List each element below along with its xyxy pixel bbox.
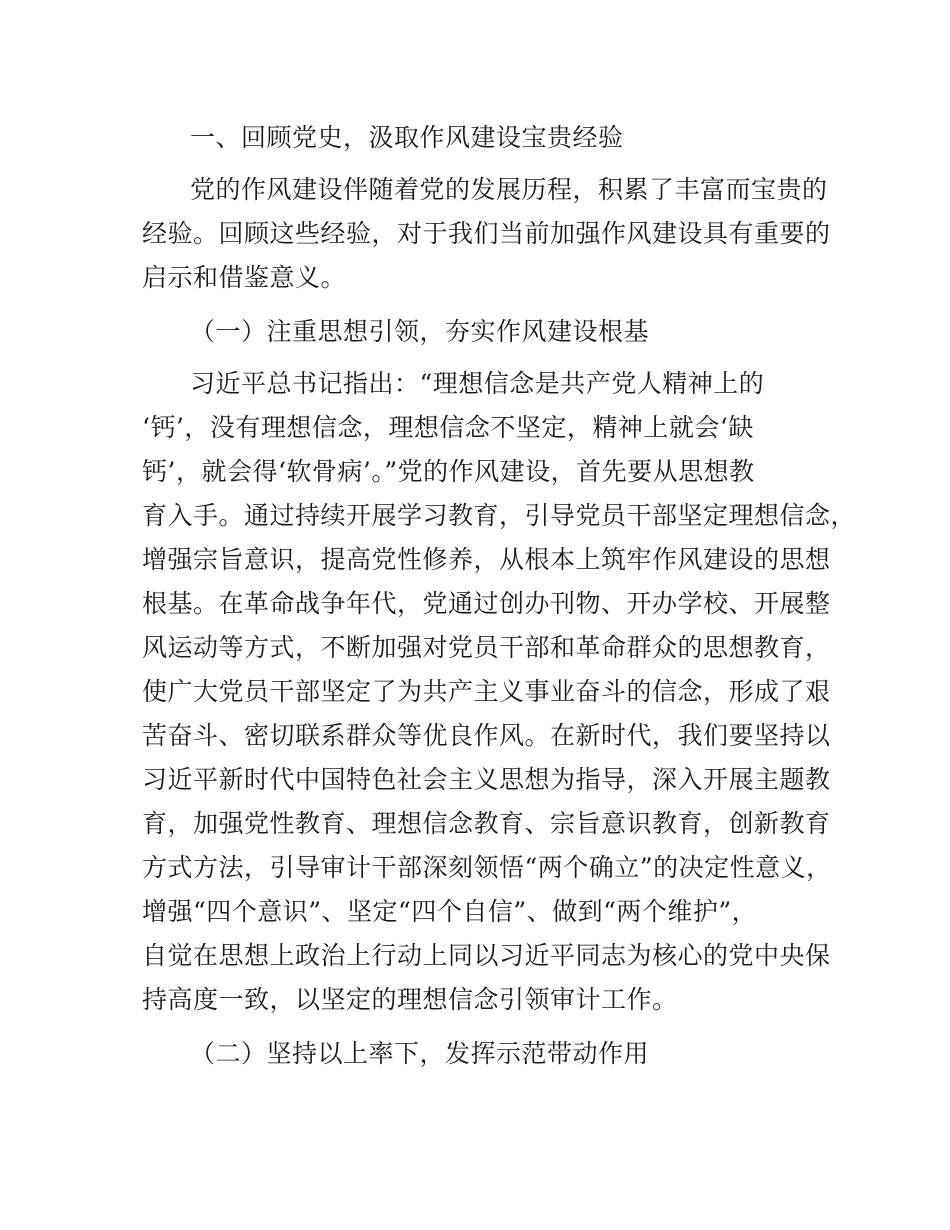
body-line: 根基。在革命战争年代，党通过创办刊物、开办学校、开展整 xyxy=(142,589,831,618)
body-line: 育，加强党性教育、理想信念教育、宗旨意识教育，创新教育 xyxy=(142,809,831,838)
body-line: 增强宗旨意识，提高党性修养，从根本上筑牢作风建设的思想 xyxy=(142,545,831,574)
subsection-1-heading: （一）注重思想引领，夯实作风建设根基 xyxy=(190,317,650,346)
section-heading: 一、回顾党史，汲取作风建设宝贵经验 xyxy=(190,123,624,152)
body-line: 育入手。通过持续开展学习教育，引导党员干部坚定理想信念， xyxy=(142,501,857,530)
intro-line: 启示和借鉴意义。 xyxy=(142,263,347,292)
intro-line: 经验。回顾这些经验，对于我们当前加强作风建设具有重要的 xyxy=(142,219,831,248)
intro-line: 党的作风建设伴随着党的发展历程，积累了丰富而宝贵的 xyxy=(190,175,828,204)
body-line: 习近平新时代中国特色社会主义思想为指导，深入开展主题教 xyxy=(142,765,831,794)
body-line: 风运动等方式，不断加强对党员干部和革命群众的思想教育， xyxy=(142,633,831,662)
body-line: 自觉在思想上政治上行动上同以习近平同志为核心的党中央保 xyxy=(142,941,831,970)
body-line: 钙’，就会得‘软骨病’。”党的作风建设，首先要从思想教 xyxy=(142,457,755,486)
body-line: 使广大党员干部坚定了为共产主义事业奋斗的信念，形成了艰 xyxy=(142,677,831,706)
subsection-2-heading: （二）坚持以上率下，发挥示范带动作用 xyxy=(190,1039,650,1068)
body-line: 持高度一致，以坚定的理想信念引领审计工作。 xyxy=(142,985,678,1014)
body-line: 增强“四个意识”、坚定“四个自信”、做到“两个维护”， xyxy=(142,897,758,926)
body-line: ‘钙’，没有理想信念，理想信念不坚定，精神上就会‘缺 xyxy=(142,413,754,442)
body-line: 习近平总书记指出：“理想信念是共产党人精神上的 xyxy=(190,369,765,398)
body-line: 方式方法，引导审计干部深刻领悟“两个确立”的决定性意义， xyxy=(142,853,832,882)
body-line: 苦奋斗、密切联系群众等优良作风。在新时代，我们要坚持以 xyxy=(142,721,831,750)
